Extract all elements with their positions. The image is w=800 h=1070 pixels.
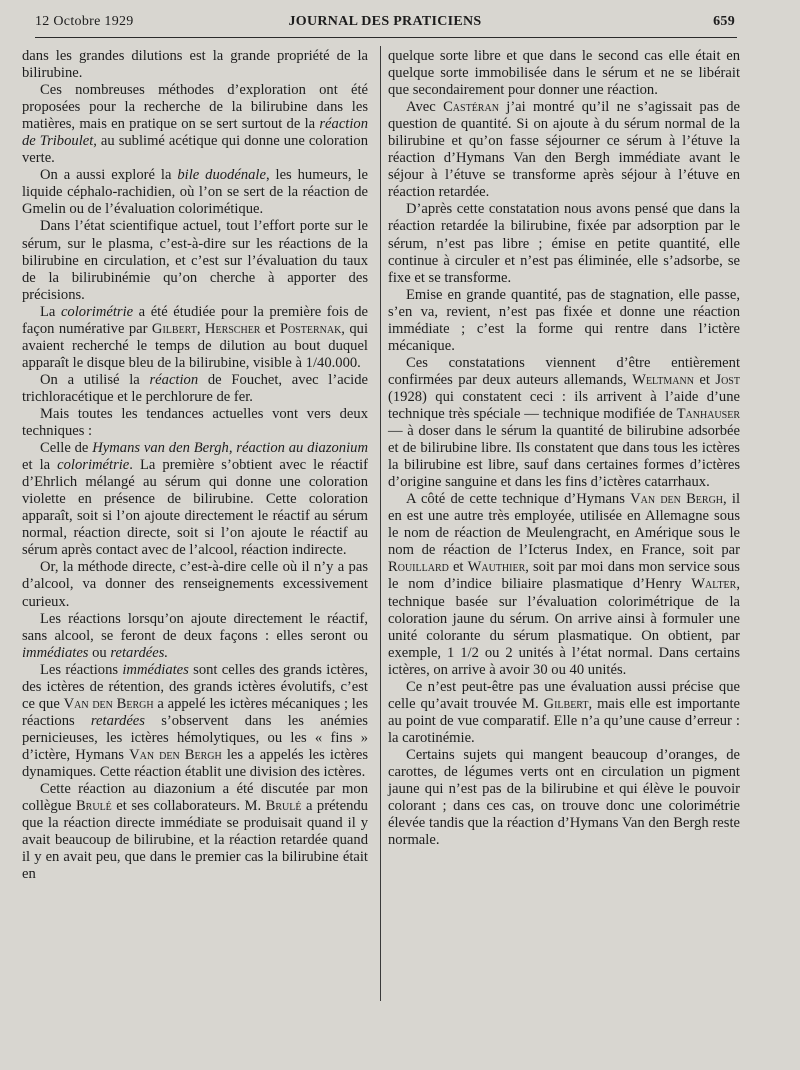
author-name: Posternak (279, 320, 342, 337)
text-run: Avec (406, 99, 444, 116)
column-divider (380, 46, 381, 1001)
left-column (22, 48, 368, 883)
author-name: Weltmann (632, 371, 694, 388)
text-run: j’ai montré qu’il ne s’agissait pas de question de quantité. Si on ajoute à du sérum normal de la bilirubine et qu’on fasse séjourner ce sérum à l’étuve la réaction d’Hymans Van den Bergh immédiate avant le séjour à l’étuve se transforme après séjour à l’étuve en réaction retardée. (388, 99, 741, 201)
italic-text: immédiates (122, 661, 189, 678)
text-run: Ces nombreuses méthodes d’exploration ont été proposées pour la recherche de la bilirubine dans les matières, mais en pratique on se sert surtout de la (22, 82, 368, 133)
text-run: , (196, 320, 205, 337)
text-run: et ses collaborateurs. M. (111, 798, 266, 815)
paragraph (388, 48, 740, 99)
author-name: Walter (691, 576, 737, 593)
author-name: Herscher (204, 320, 261, 337)
author-name: Tanhauser (676, 405, 740, 422)
paragraph (22, 372, 368, 406)
text-run: On a aussi exploré la (40, 167, 178, 184)
issue-date: 12 Octobre 1929 (35, 14, 134, 29)
text-run: , au sublimé acétique qui donne une coloration verte. (22, 133, 368, 167)
text-run: a appelé les ictères mécaniques ; les réactions (22, 695, 368, 729)
paragraph (22, 559, 368, 610)
text-run: Emise en grande quantité, pas de stagnation, elle passe, s’en va, revient, n’est pas fixée et donne une réaction immédiate ; c’est la forme qui rentre dans l’ictère mécanique. (388, 286, 740, 354)
author-name: Van den Bergh (63, 695, 154, 712)
paragraph (388, 99, 740, 201)
running-header (35, 14, 735, 36)
paragraph (388, 679, 740, 747)
author-name: Gilbert (151, 320, 197, 337)
text-run: et la (22, 457, 58, 474)
italic-text: retardées. (110, 644, 169, 661)
text-run: . La première s’obtient avec le réactif d’Ehrlich mélangé au sérum qui donne une coloration violette en présence de bilirubine. Cette coloration apparaît, soit si l’on ajoute directement le réactif au sérum normal, réaction directe, soit si l’on ajoute le réactif au sérum après contact avec de l’alcool, réaction indirecte. (22, 457, 368, 559)
text-run: , qui avaient recherché le temps de dilution au bout duquel apparaît le disque bleu de la bilirubine, visible à 1/40.000. (22, 320, 369, 371)
text-run: , technique basée sur l’évaluation colorimétrique de la coloration jaune du sérum. On arrive ainsi à formuler une unité colorante du sérum plasmatique. On obtient, par exemple, 1 1/2 ou 2 unités à l’état normal. Dans certains ictères, on arrive à avoir 30 ou 40 unités. (388, 576, 740, 678)
author-name: Jost (715, 371, 740, 388)
text-run: sont celles des grands ictères, des ictères de rétention, des grands ictères évolutifs, c’est ce que (22, 661, 368, 712)
text-run: Or, la méthode directe, c’est-à-dire celle où il n’y a pas d’alcool, va donner des renseignements excessivement curieux. (22, 559, 368, 610)
author-name: Van den Bergh (630, 491, 724, 508)
paragraph (22, 440, 368, 559)
text-run: — à doser dans le sérum la quantité de bilirubine adsorbée et de bilirubine libre. Ils constatent que dans tous les ictères la bilirubine est libre, sauf dans certaines formes d’ictères d’origine sanguine et dans les fins d’ictères catarrhaux. (388, 423, 740, 491)
text-run: les a appelés les ictères dynamiques. Cette réaction établit une division des ictères. (22, 746, 369, 780)
author-name: Wauthier (467, 559, 526, 576)
text-run: et (448, 559, 468, 576)
text-run: dans les grandes dilutions est la grande propriété de la bilirubine. (22, 48, 368, 82)
text-run: et (260, 320, 280, 337)
paragraph (388, 747, 740, 849)
text-run: et (693, 371, 716, 388)
paragraph (388, 201, 740, 286)
text-run: Ce n’est peut-être pas une évaluation aussi précise que celle qu’avait trouvée M. (388, 678, 740, 712)
italic-text: réaction (149, 371, 199, 388)
italic-text: retardées (90, 712, 145, 729)
text-run: On a utilisé la (40, 371, 150, 388)
text-run: s’observent dans les anémies pernicieuses, les ictères hémolytiques, ou les « fins » d’ictère, Hymans (22, 712, 368, 763)
text-run: , il en est une autre très employée, utilisée en Allemagne sous le nom de réaction de Meulengracht, en Amérique sous le nom de réaction de l’Icterus Index, en France, soit par (388, 491, 740, 559)
journal-title: JOURNAL DES PRATICIENS (288, 14, 482, 29)
text-run: , les humeurs, le liquide céphalo-rachidien, où l’on se sert de la réaction de Gmelin ou de l’évaluation colorimétique. (22, 167, 368, 218)
text-run: Mais toutes les tendances actuelles vont vers deux techniques : (22, 405, 368, 440)
italic-text: colorimétrie (60, 303, 134, 320)
text-run: Ces constatations viennent d’être entièrement confirmées par deux auteurs allemands, (388, 354, 740, 388)
text-run: de Fouchet, avec l’acide trichloracétique et le perchlorure de fer. (22, 371, 368, 405)
paragraph (22, 304, 368, 372)
text-run: a été étudiée pour la première fois de façon numérative par (22, 303, 368, 337)
paragraph (388, 355, 740, 491)
italic-text: bile duodénale (177, 167, 266, 184)
paragraph (22, 781, 368, 883)
text-run: (1928) qui constatent ceci : ils arrivent à l’aide d’une technique très spéciale — technique modifiée de (388, 388, 740, 422)
text-run: ou (88, 644, 111, 661)
right-column (388, 48, 740, 849)
paragraph (22, 662, 368, 781)
paragraph (388, 287, 740, 355)
paragraph (22, 406, 368, 440)
page-number: 659 (713, 14, 735, 29)
author-name: Van den Bergh (129, 746, 222, 763)
author-name: Brulé (265, 798, 302, 815)
italic-text: colorimétrie (57, 457, 130, 474)
text-run: Les réactions (40, 661, 123, 678)
text-run: , soit par moi dans mon service sous le nom d’indice biliaire plasmatique d’Henry (388, 559, 740, 593)
paragraph (22, 218, 368, 303)
italic-text: Hymans van den Bergh, réaction au diazonium (92, 440, 368, 457)
text-run: Celle de (40, 440, 93, 457)
text-run: A côté de cette technique d’Hymans (406, 491, 631, 508)
italic-text: immédiates (22, 644, 89, 661)
text-run: Certains sujets qui mangent beaucoup d’oranges, de carottes, de légumes verts ont en circulation un pigment jaune qui n’est pas de la bilirubine et qui élève le pouvoir colorant ; dans ces cas, on trouve donc une colorimétrie élevée tandis que la réaction d’Hymans Van den Bergh reste normale. (388, 746, 740, 849)
author-name: Brulé (75, 798, 112, 815)
text-run: Dans l’état scientifique actuel, tout l’effort porte sur le sérum, sur le plasma, c’est-à-dire sur les réactions de la bilirubine en circulation, et c’est sur l’évaluation du taux de la bilirubinémie qu’on cherche à apporter des précisions. (22, 218, 368, 303)
text-run: D’après cette constatation nous avons pensé que dans la réaction retardée la bilirubine, fixée par adsorption par le sérum, n’est pas libre ; émise en petite quantité, elle continue à circuler et n’est pas éliminée, elle s’adsorbe, se fixe et se transforme. (388, 201, 740, 286)
author-name: Castéran (443, 99, 499, 116)
text-run: Les réactions lorsqu’on ajoute directement le réactif, sans alcool, se feront de deux façons : elles seront ou (22, 610, 368, 644)
text-run: , mais elle est importante au point de vue comparatif. Elle n’a qu’une cause d’erreur : la carotinémie. (388, 695, 740, 746)
header-rule (35, 37, 737, 38)
text-run: La (40, 303, 61, 320)
paragraph (22, 82, 368, 167)
italic-text: réaction de Triboulet (22, 116, 368, 150)
author-name: Rouillard (388, 559, 449, 576)
paragraph (22, 48, 368, 82)
text-run: a prétendu que la réaction directe immédiate se produisait quand il y avait beaucoup de bilirubine, et la réaction retardée quand il y en avait peu, que dans le premier cas la bilirubine était en (22, 798, 368, 883)
text-run: Cette réaction au diazonium a été discutée par mon collègue (22, 781, 368, 815)
text-run: quelque sorte libre et que dans le second cas elle était en quelque sorte immobilisée dans le sérum et ne se libérait que secondairement pour donner une réaction. (388, 48, 740, 99)
paragraph (22, 167, 368, 218)
paragraph (22, 611, 368, 662)
paragraph (388, 491, 740, 679)
author-name: Gilbert (543, 695, 589, 712)
